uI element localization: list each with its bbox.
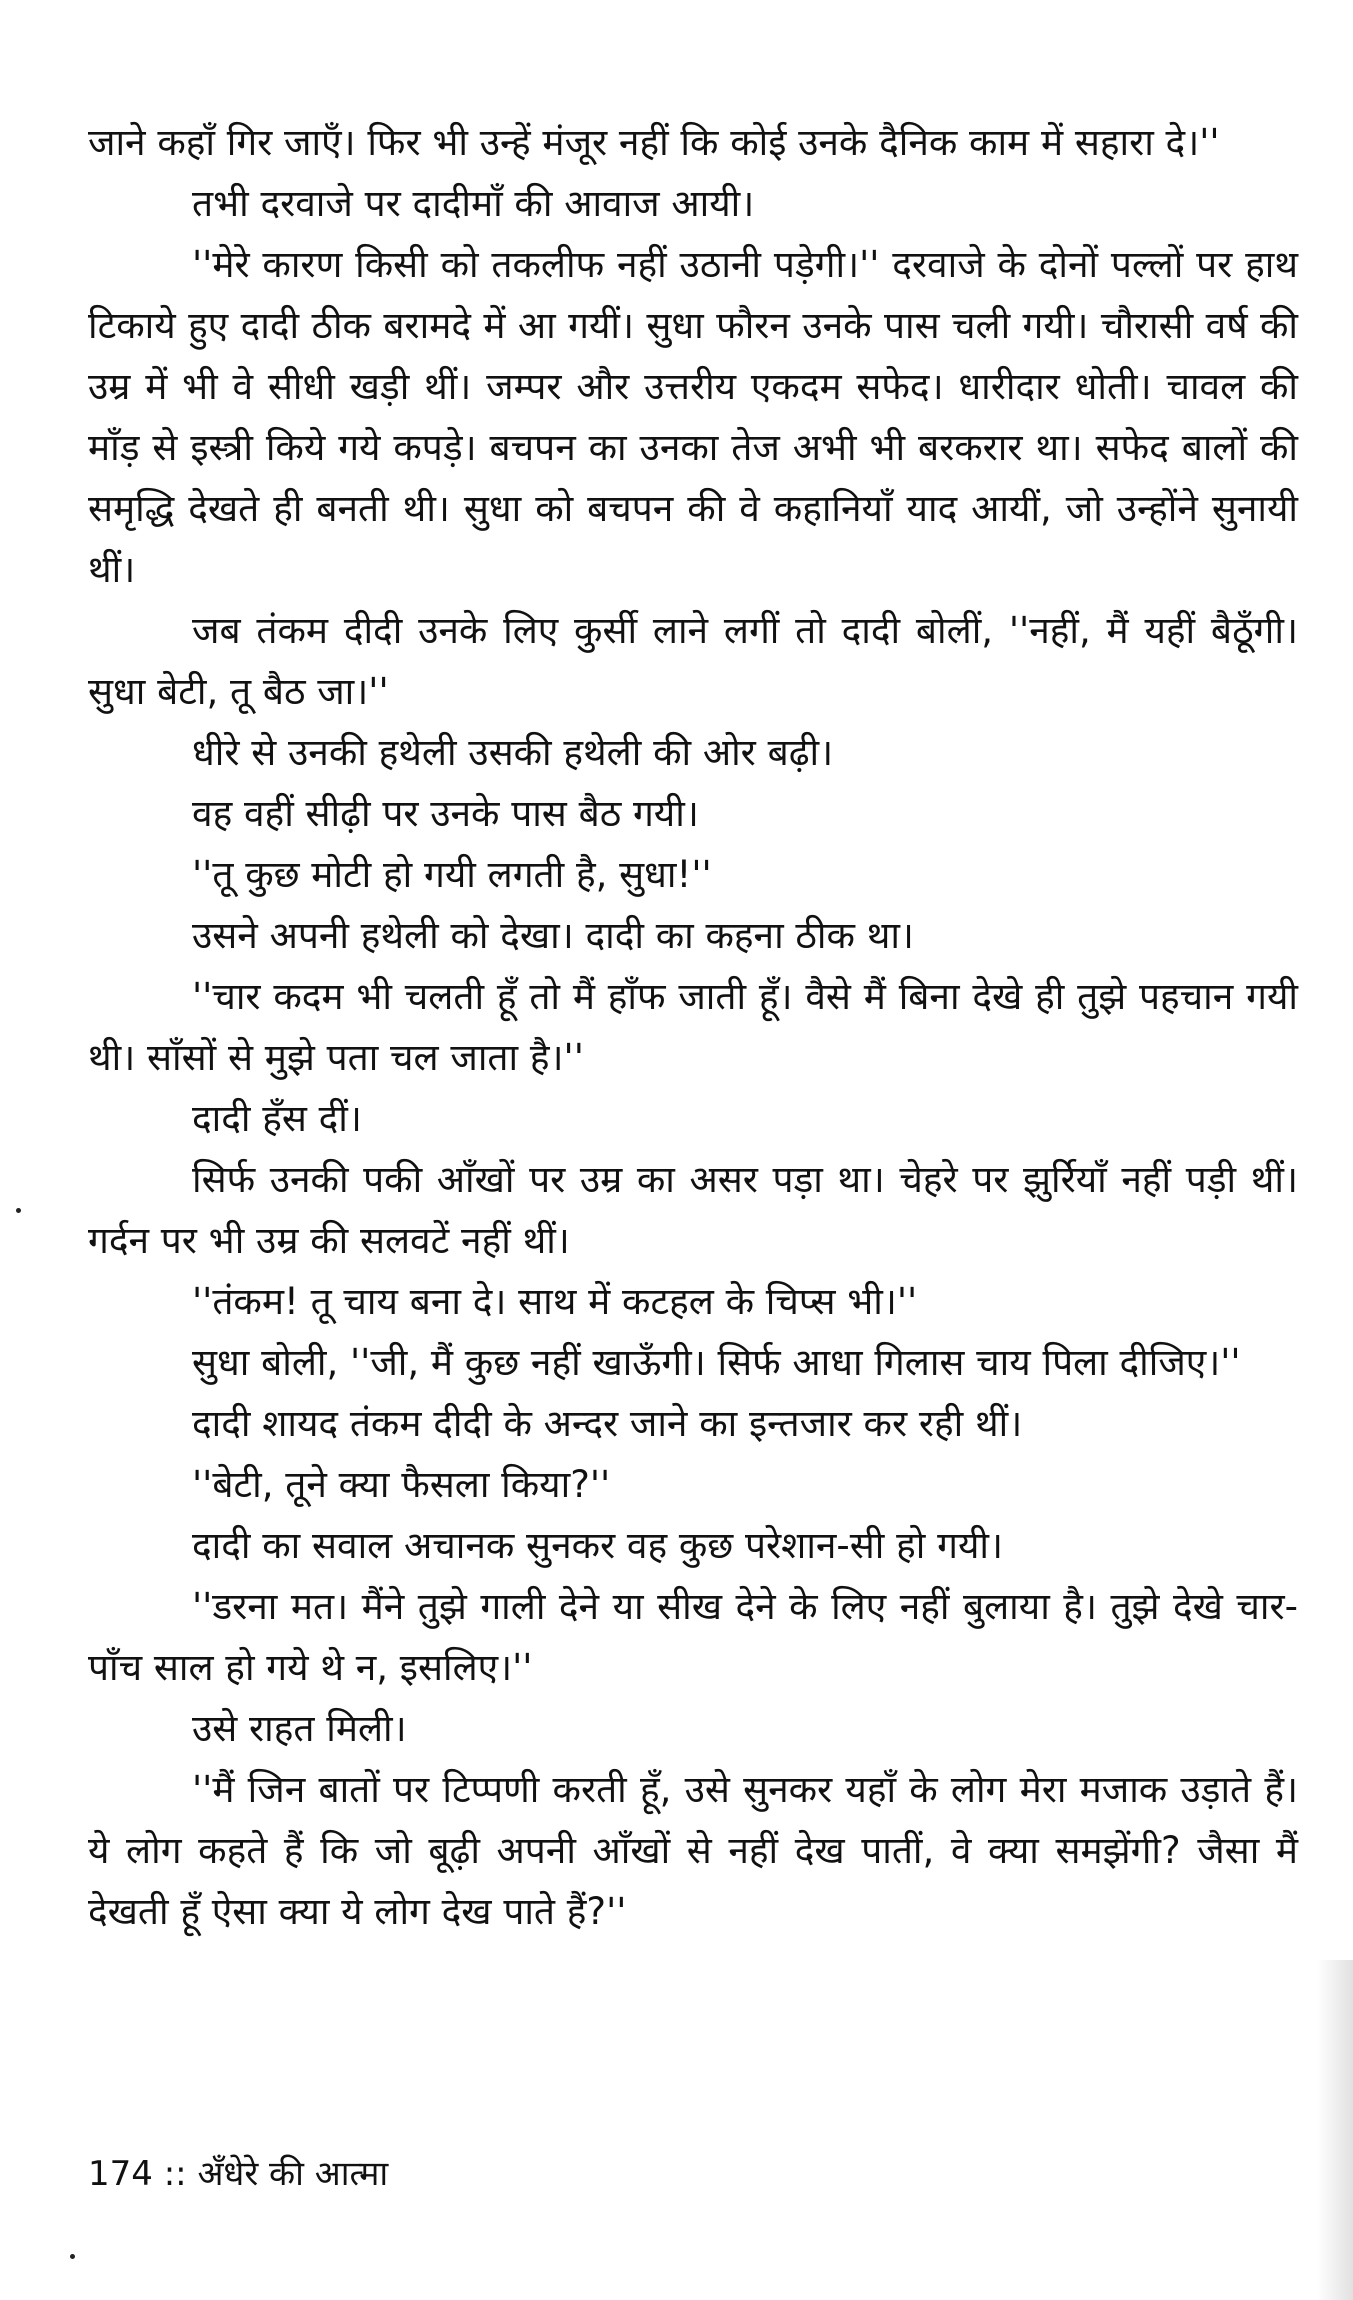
paragraph: उसे राहत मिली।	[192, 1707, 407, 1750]
paragraph: ''बेटी, तूने क्या फैसला किया?''	[192, 1463, 611, 1506]
paragraph: ''चार कदम भी चलती हूँ तो मैं हाँफ जाती हूँ। वैसे मैं बिना देखे ही तुझे पहचान गयी थी। साँसों से मुझे पता चल जाता है।''	[88, 975, 1298, 1079]
paragraph: जब तंकम दीदी उनके लिए कुर्सी लाने लगीं तो दादी बोलीं, ''नहीं, मैं यहीं बैठूँगी। सुधा बेटी, तू बैठ जा।''	[88, 609, 1298, 713]
scan-speck	[16, 1208, 21, 1213]
paragraph: वह वहीं सीढ़ी पर उनके पास बैठ गयी।	[192, 792, 699, 835]
paragraph-continued: जाने कहाँ गिर जाएँ। फिर भी उन्हें मंजूर नहीं कि कोई उनके दैनिक काम में सहारा दे।''	[88, 121, 1220, 164]
paragraph: सुधा बोली, ''जी, मैं कुछ नहीं खाऊँगी। सिर्फ आधा गिलास चाय पिला दीजिए।''	[192, 1341, 1241, 1384]
scan-speck	[70, 2254, 75, 2259]
page-number: 174	[88, 2154, 153, 2194]
paragraph: ''तंकम! तू चाय बना दे। साथ में कटहल के चिप्स भी।''	[192, 1280, 918, 1323]
paragraph: ''तू कुछ मोटी हो गयी लगती है, सुधा!''	[192, 853, 712, 896]
paragraph: ''डरना मत। मैंने तुझे गाली देने या सीख देने के लिए नहीं बुलाया है। तुझे देखे चार-पाँच साल हो गये थे न, इसलिए।''	[88, 1585, 1298, 1689]
paragraph: ''मेरे कारण किसी को तकलीफ नहीं उठानी पड़ेगी।'' दरवाजे के दोनों पल्लों पर हाथ टिकाये हुए दादी ठीक बरामदे में आ गयीं। सुधा फौरन उनके पास चली गयी। चौरासी वर्ष की उम्र में भी वे सीधी खड़ी थीं। जम्पर और उत्तरीय एकदम सफेद। धारीदार धोती। चावल की माँड़ से इस्त्री किये गये कपड़े। बचपन का उनका तेज अभी भी बरकरार था। सफेद बालों की समृद्धि देखते ही बनती थी। सुधा को बचपन की वे कहानियाँ याद आयीं, जो उन्होंने सुनायी थीं।	[88, 243, 1298, 591]
paragraph: दादी का सवाल अचानक सुनकर वह कुछ परेशान-सी हो गयी।	[192, 1524, 1004, 1567]
page-footer	[88, 2152, 388, 2196]
paragraph: उसने अपनी हथेली को देखा। दादी का कहना ठीक था।	[192, 914, 914, 957]
page-edge-shadow	[1317, 1960, 1353, 2300]
page-body	[88, 112, 1298, 1942]
paragraph: दादी हँस दीं।	[192, 1097, 362, 1140]
paragraph: दादी शायद तंकम दीदी के अन्दर जाने का इन्तजार कर रही थीं।	[192, 1402, 1023, 1445]
paragraph: तभी दरवाजे पर दादीमाँ की आवाज आयी।	[192, 182, 755, 225]
paragraph: सिर्फ उनकी पकी आँखों पर उम्र का असर पड़ा था। चेहरे पर झुर्रियाँ नहीं पड़ी थीं। गर्दन पर भी उम्र की सलवटें नहीं थीं।	[88, 1158, 1298, 1262]
footer-separator: ::	[163, 2154, 187, 2194]
paragraph: ''मैं जिन बातों पर टिप्पणी करती हूँ, उसे सुनकर यहाँ के लोग मेरा मजाक उड़ाते हैं। ये लोग कहते हैं कि जो बूढ़ी अपनी आँखों से नहीं देख पातीं, वे क्या समझेंगी? जैसा मैं देखती हूँ ऐसा क्या ये लोग देख पाते हैं?''	[88, 1768, 1299, 1933]
paragraph: धीरे से उनकी हथेली उसकी हथेली की ओर बढ़ी।	[192, 731, 834, 774]
book-title: अँधेरे की आत्मा	[197, 2154, 389, 2194]
